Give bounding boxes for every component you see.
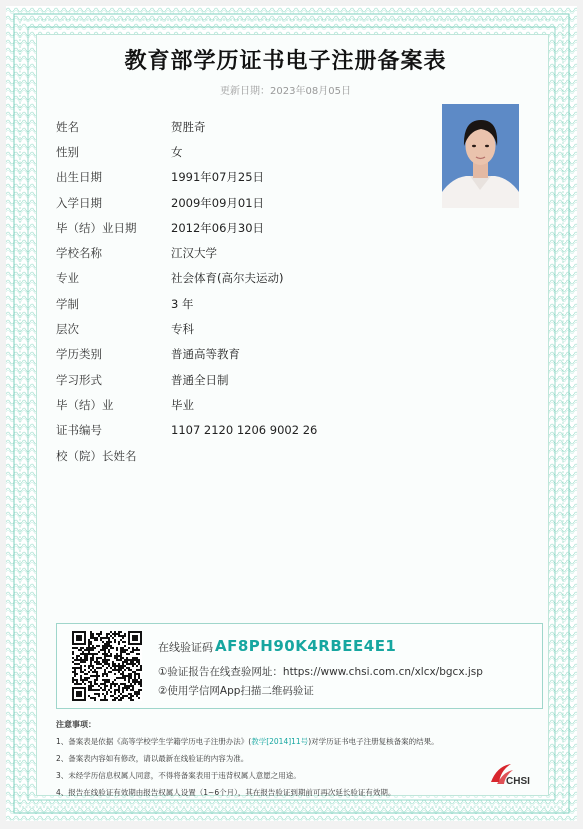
field-value: 2009年09月01日 (171, 195, 265, 210)
field-label: 层次 (56, 322, 79, 337)
note-text: )对学历证书电子注册复核备案的结果。 (308, 737, 439, 746)
field-row-enroll-date (56, 190, 317, 215)
field-row-category (56, 342, 317, 367)
regulation-link[interactable]: 教学[2014]11号 (251, 737, 309, 746)
field-row-level (56, 316, 317, 341)
field-value: 专科 (171, 322, 194, 337)
field-row-major (56, 266, 317, 291)
info-fields (56, 114, 317, 468)
note-item: 3、未经学历信息权属人同意，不得将备案表用于违背权属人意愿之用途。 (56, 771, 301, 780)
field-value: 女 (171, 144, 183, 159)
field-label: 毕（结）业日期 (56, 220, 137, 235)
verification-code: AF8PH90K4RBEE4E1 (215, 637, 397, 655)
field-label: 学校名称 (56, 246, 102, 261)
note-text: 1、备案表是依据《高等学校学生学籍学历电子注册办法》( (56, 737, 252, 746)
field-label: 出生日期 (56, 170, 102, 185)
verification-code-line (158, 637, 396, 655)
notes-heading: 注意事项： (56, 720, 96, 729)
field-value: 1991年07月25日 (171, 170, 265, 185)
field-label: 姓名 (56, 119, 79, 134)
field-row-graduation-date (56, 215, 317, 240)
page-title: 教育部学历证书电子注册备案表 (124, 49, 447, 74)
notes-section (56, 716, 516, 801)
field-row-school (56, 240, 317, 265)
field-label: 证书编号 (56, 423, 102, 438)
field-label: 学历类别 (56, 347, 102, 362)
verification-url-note: ①验证报告在线查验网址：https://www.chsi.com.cn/xlcx/bgcx.jsp (158, 666, 483, 678)
field-value: 江汉大学 (171, 246, 217, 261)
field-label: 学习形式 (56, 372, 102, 387)
field-row-certificate-number (56, 418, 317, 443)
chsi-logo-text: CHSI (506, 776, 530, 787)
verification-code-label: 在线验证码 (158, 641, 213, 654)
field-value: 贺胜奇 (171, 119, 206, 134)
field-value: 社会体育(高尔夫运动) (171, 271, 284, 286)
field-value: 2012年06月30日 (171, 220, 265, 235)
updated-date: 更新日期：2023年08月05日 (220, 86, 351, 97)
note-item: 2、备案表内容如有修改，请以最新在线验证的内容为准。 (56, 754, 249, 763)
portrait-photo (442, 104, 519, 208)
field-label: 入学日期 (56, 195, 102, 210)
field-row-birth-date (56, 165, 317, 190)
field-value: 1107 2120 1206 9002 26 (171, 423, 318, 438)
field-row-gender (56, 139, 317, 164)
field-row-study-form (56, 367, 317, 392)
field-label: 毕（结）业 (56, 397, 114, 412)
field-value: 普通全日制 (171, 372, 229, 387)
field-row-duration (56, 291, 317, 316)
field-row-principal (56, 443, 317, 468)
field-value: 3 年 (171, 296, 194, 311)
field-label: 校（院）长姓名 (56, 448, 137, 463)
field-label: 专业 (56, 271, 79, 286)
note-item (56, 733, 516, 750)
field-row-name (56, 114, 317, 139)
field-row-completion (56, 392, 317, 417)
field-value: 普通高等教育 (171, 347, 240, 362)
verification-app-note: ②使用学信网App扫描二维码验证 (158, 685, 314, 697)
qr-code[interactable] (72, 631, 142, 701)
field-label: 性别 (56, 144, 79, 159)
verification-box (56, 623, 543, 709)
note-item: 4、报告在线验证有效期由报告权属人设置（1~6个月），其在报告验证到期前可再次延长验证有效期。 (56, 788, 396, 797)
field-label: 学制 (56, 296, 79, 311)
field-value: 毕业 (171, 397, 194, 412)
